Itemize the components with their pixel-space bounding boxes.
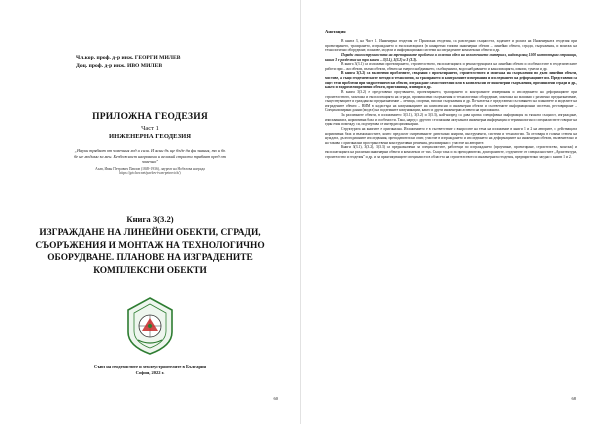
abstract-paragraph: Структурата на книгите е оригинална. Изложението е в съответствие с въпросите на тема на изложение в книги 1 и 2 на авторите, с действащата нормативна база и възможностите, които предлагат съвременните дигитални апарати, инструменти, системи и технологии. Тя отговаря в голяма степен на нуждата, дългогодишните изследвания, преподавателски опит, участие в изграждането и изследването на деформациите на инженерни обекти, включително и на такива с оригинални пространствени конструктивни решения, реализирани с участие на авторите. [325, 126, 577, 145]
right-page [300, 0, 600, 424]
publisher-block [40, 364, 260, 376]
abstract-heading: Анотация [325, 29, 346, 34]
abstract-paragraph: В книга 3(3.2) е представено проучването, проектирането, трасирането и контролните измервания и изследването на деформациите при строителството, монтажа и експлоатацията на сгради, промишлени съоръжения и технологично оборудване, монтажа на машини с различно предназначение, съществуващите и гражданско предназначение – летища, спортни, високи съоръжения и др. По-нататък е представено съставянето на плановете и моделите на изградените обекти – ВИМ в кадастъра на комуникациите на комплексни и инженерни обекти и съответните информационни системи, реставриране – Специализирани данни (модел) на подземните комуникации, както и други инженерни аспекти на приложната. [325, 89, 577, 113]
book-title: ИЗГРАЖДАНЕ НА ЛИНЕЙНИ ОБЕКТИ, СГРАДИ, СЪОРЪЖЕНИЯ И МОНТАЖ НА ТЕХНОЛОГИЧНО ОБОРУДВАНЕ. ПЛАНОВЕ НА ИЗГРАДЕНИТЕ КОМПЛЕКСНИ ОБЕКТИ [35, 228, 265, 276]
part-subtitle: ИНЖЕНЕРНА ГЕОДЕЗИЯ [108, 133, 192, 140]
city-year: София, 2022 г. [135, 370, 165, 375]
abstract-text [325, 39, 577, 159]
author-1: Чл.кор. проф. д-р инж. ГЕОРГИ МИЛЕВ [76, 55, 181, 61]
title-block [20, 112, 280, 140]
abstract-paragraph: В книга 3(3.2) са включени проблемите, свързани с проектирането, строителството и монтажа на съоръжения по дъги линейни обекти, мостове, а също геодезическите методи и технологии, за трасирането и контролните измервания и изследването на деформациите им. Представени са още: тези проблеми при хидротехнически обекти, изграждане самостоятелни или в комплексни от инженерни съоръжения, промишлени сгради и др., както и хидромелиоративни обекти, пристанища, язовири и др. [325, 71, 577, 90]
book-series-title: ПРИЛОЖНА ГЕОДЕЗИЯ [92, 112, 208, 122]
book-number: Книга 3(3.2) [126, 214, 174, 224]
epigraph [74, 148, 226, 176]
right-page-number: 68 [571, 396, 576, 401]
left-page-number: 60 [273, 396, 278, 401]
abstract-paragraph: За различните обекти, в изложението 3(3.1), 3(3.2) и 3(3.3), най-напред са дава кратка специфична информация за тяхната същност, изграждане, изискванията, нормативна база и особености. Така, наред с другото се изяснява актуалната инженерна информация и терминология и специалистите говорят на един език помежду си, подчертава се интердисциплинарни. [325, 113, 577, 127]
abstract-paragraph: Книги 3(3.1), 3(3.2), 3(3.3) са предназначени за специалистите, работещи по изграждането (проучване, проектиране, строителство, монтаж) и експлоатацията на различни инженерни обекти и комплекси от тях. Също така и за преподаватели, докторантите, студентите от специалностите „Архитектура, строителство и геодезия" и др. и за практикуващите специалисти в областта на строителството и инженерната геодезия, предварително заедно с книги 1 и 2. [325, 145, 577, 159]
author-2: Доц. проф. д-р инж. ИВО МИЛЕВ [76, 63, 163, 69]
society-emblem-icon [124, 296, 176, 356]
epigraph-attribution: Ахав, Иван Петрович Павлов (1849-1936), лауреат на Нобелова награда https://grichov.net/pavlov-ivan-petrovich/) [95, 166, 205, 176]
authors [76, 54, 266, 70]
part-label: Част 1 [141, 125, 159, 132]
book-block [20, 214, 280, 277]
abstract-paragraph: В книга 3, на Част 1. Инженерна геодезия от Приложна геодезия, са разгледани същността, задачите и ролята на Инженерната геодезия при проектирането, трасирането, изграждането и експлоатацията (в конкретни типови инженерни обекти – линейни обекти, сгради, съоръжения, и монтаж на технологично оборудване, планове, модели и информационни системи на изградените комплексни обекти и др. [325, 39, 577, 53]
publisher-name: Съюз на геодезистите и землеустроителите в България [93, 364, 206, 369]
abstract-paragraph: Поради многострумността на третираните проблеми и големия обем на изложението материал, надхвърлящ 1500 компютърни страници, книга 3 е разделена на три книги – 3(3.1), 3(3.2) и 3 (3.3). [325, 52, 577, 62]
abstract-paragraph: В книга 3(3.1) са изложени проектирането, строителството, експлоатацията и реконструкцията на линейни обекти и особеностите в геодезическите работи при – жп обекти, пътни обекти, обекти на енергоснабдяването, съобщенията, водоснабдяването и канализацията, изкопи, тунели и др. [325, 62, 577, 71]
epigraph-quote: „Науки трябват от човечния ход и сили. И ясни бъ ще бъде дя фи знания, то и бъ бе не мъдими за мен. Безбожност направени и великий страсти трябват пред от човечно" [74, 148, 226, 165]
